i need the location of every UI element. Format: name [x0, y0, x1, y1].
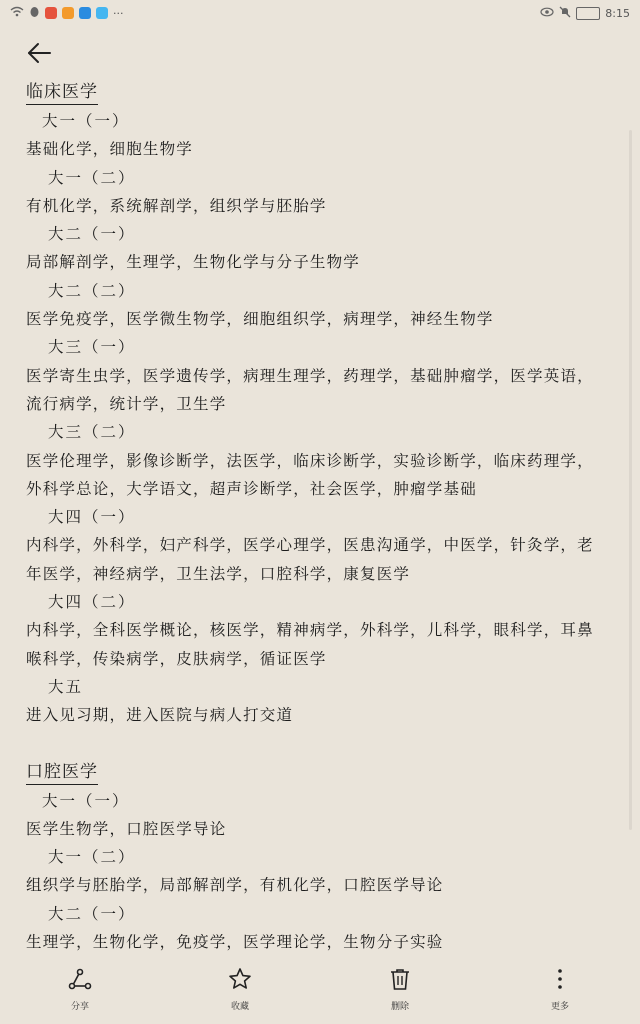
star-icon	[228, 967, 252, 995]
status-bar	[0, 0, 640, 26]
course-line: 内科学，全科医学概论，核医学，精神病学，外科学，儿科学，眼科学，耳鼻	[26, 621, 594, 640]
section-heading: 口腔医学	[26, 760, 98, 785]
course-line: 外科学总论，大学语文，超声诊断学，社会医学，肿瘤学基础	[26, 479, 477, 498]
term-label: 大三（一）	[48, 338, 136, 357]
qq-icon	[29, 6, 40, 21]
course-line: 进入见习期，进入医院与病人打交道	[26, 706, 294, 725]
favorite-label: 收藏	[230, 1001, 249, 1012]
share-icon	[68, 967, 92, 995]
course-line: 流行病学，统计学，卫生学	[26, 394, 227, 413]
status-time: 8:15	[605, 6, 630, 20]
scrollbar[interactable]	[629, 130, 632, 830]
battery-icon	[576, 7, 600, 20]
course-line: 年医学，神经病学，卫生法学，口腔科学，康复医学	[26, 564, 411, 583]
term-label: 大二（二）	[48, 281, 136, 300]
app-lightblue-icon	[96, 7, 108, 19]
status-bar-left	[10, 6, 124, 21]
term-label: 大一（二）	[48, 168, 136, 187]
term-label: 大二（一）	[48, 904, 136, 923]
course-line: 喉科学，传染病学，皮肤病学，循证医学	[26, 649, 327, 668]
course-line: 有机化学，系统解剖学，组织学与胚胎学	[26, 196, 327, 215]
more-vertical-icon	[548, 967, 572, 995]
eye-icon	[540, 7, 554, 20]
course-line: 组织学与胚胎学，局部解剖学，有机化学，口腔医学导论	[26, 876, 444, 895]
more-label: 更多	[550, 1001, 569, 1012]
delete-button[interactable]	[355, 967, 445, 1012]
section-spacer	[26, 730, 616, 758]
course-line: 医学伦理学，影像诊断学，法医学，临床诊断学，实验诊断学，临床药理学，	[26, 451, 594, 470]
delete-label: 删除	[390, 1001, 409, 1012]
share-button[interactable]	[35, 967, 125, 1012]
term-label: 大三（二）	[48, 423, 136, 442]
course-line: 内科学，外科学，妇产科学，医学心理学，医患沟通学，中医学，针灸学，老	[26, 536, 594, 555]
course-line: 医学寄生虫学，医学遗传学，病理生理学，药理学，基础肿瘤学，医学英语，	[26, 366, 594, 385]
term-label: 大一（二）	[48, 848, 136, 867]
more-button[interactable]	[515, 967, 605, 1012]
course-line: 医学免疫学，医学微生物学，细胞组织学，病理学，神经生物学	[26, 310, 494, 329]
app-red-icon	[45, 7, 57, 19]
arrow-left-icon	[26, 41, 52, 69]
term-label: 大四（二）	[48, 593, 136, 612]
course-line: 生理学，生物化学，免疫学，医学理论学，生物分子实验	[26, 933, 444, 952]
note-content	[26, 78, 616, 956]
status-bar-right	[540, 6, 630, 21]
course-line: 局部解剖学，生理学，生物化学与分子生物学	[26, 253, 361, 272]
course-line: 基础化学，细胞生物学	[26, 140, 194, 159]
term-label: 大二（一）	[48, 225, 136, 244]
term-label: 大一（一）	[42, 112, 130, 130]
back-button[interactable]	[22, 40, 56, 70]
term-label: 大五	[48, 677, 84, 696]
app-blue-icon	[79, 7, 91, 19]
share-label: 分享	[70, 1001, 89, 1012]
more-icon: ···	[113, 6, 124, 20]
app-orange-icon	[62, 7, 74, 19]
section-heading: 临床医学	[26, 80, 98, 105]
term-label: 大一（一）	[42, 791, 130, 810]
mute-icon	[559, 6, 571, 21]
favorite-button[interactable]	[195, 967, 285, 1012]
trash-icon	[388, 967, 412, 995]
term-label: 大四（一）	[48, 508, 136, 527]
bottom-toolbar	[0, 954, 640, 1024]
wifi-icon	[10, 6, 24, 20]
course-line: 医学生物学，口腔医学导论	[26, 819, 227, 838]
